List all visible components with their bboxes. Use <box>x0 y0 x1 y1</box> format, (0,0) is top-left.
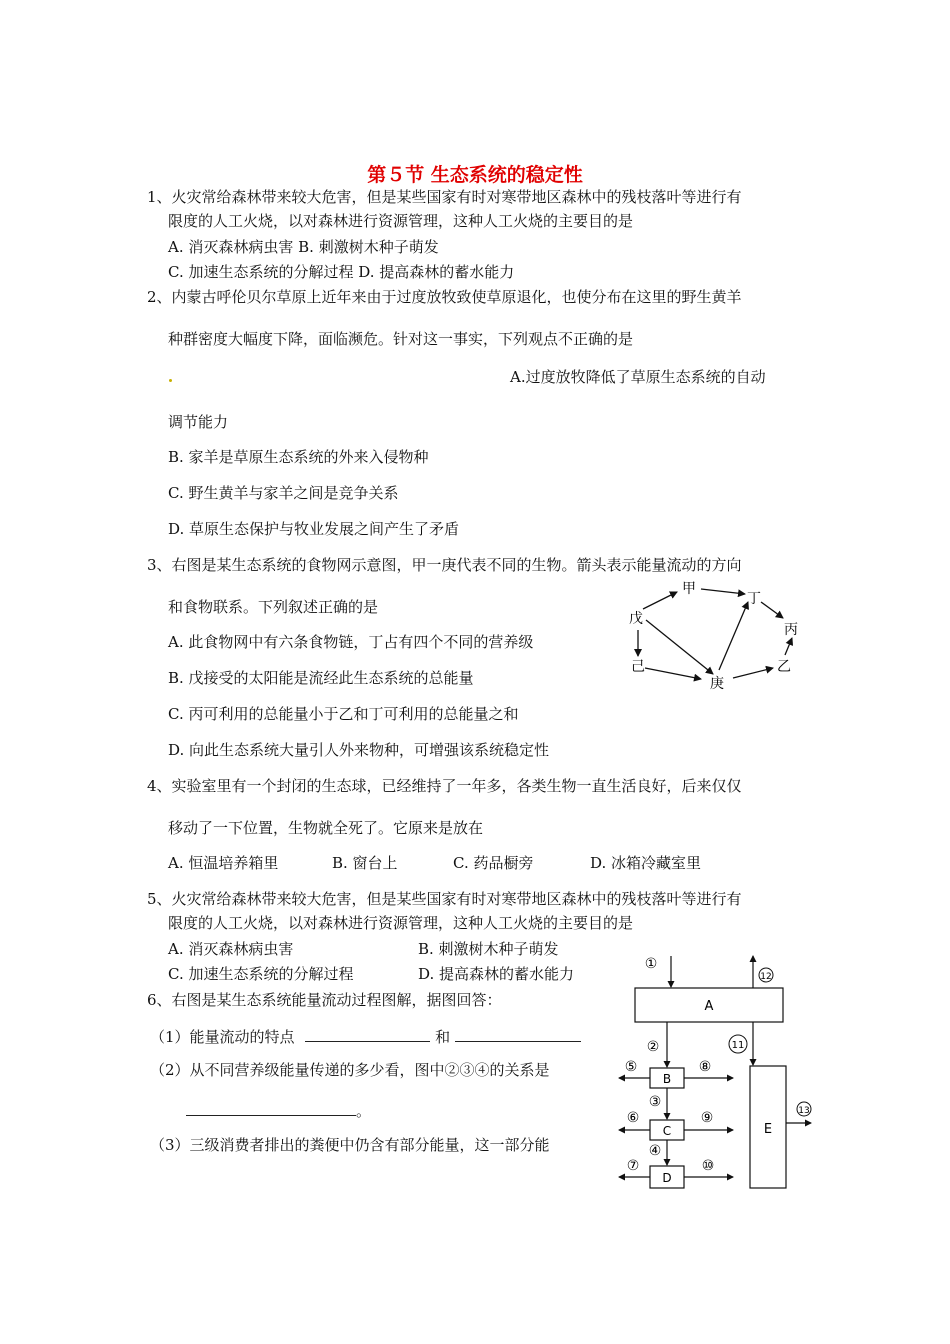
q2-line1: 2、内蒙古呼伦贝尔草原上近年来由于过度放牧致使草原退化，也使分布在这里的野生黄羊 <box>147 288 742 306</box>
arrow-wu-jia <box>643 592 677 609</box>
label-E: E <box>763 1122 773 1137</box>
node-ding: 丁 <box>747 591 761 607</box>
arrow-wu-geng <box>646 620 713 674</box>
q5-line1: 5、火灾常给森林带来较大危害，但是某些国家有时对寒带地区森林中的残枝落叶等进行有 <box>147 890 742 908</box>
num-9: ⑨ <box>700 1110 714 1126</box>
q5-option-b: B. 刺激树木种子萌发 <box>418 940 559 958</box>
q3-option-a: A. 此食物网中有六条食物链，丁占有四个不同的营养级 <box>168 633 534 651</box>
answer-blank-3[interactable] <box>186 1100 356 1116</box>
q6-sub2-answer <box>186 1100 371 1121</box>
q1-line1: 1、火灾常给森林带来较大危害，但是某些国家有时对寒带地区森林中的残枝落叶等进行有 <box>147 188 742 206</box>
q1-line2: 限度的人工火烧，以对森林进行资源管理，这种人工火烧的主要目的是 <box>168 212 634 230</box>
num-8: ⑧ <box>698 1059 712 1075</box>
node-jia: 甲 <box>682 581 696 597</box>
q5-option-d: D. 提高森林的蓄水能力 <box>418 965 575 983</box>
num-4: ④ <box>648 1143 662 1159</box>
num-7: ⑦ <box>626 1158 640 1174</box>
num-10: ⑩ <box>701 1158 715 1174</box>
num-1: ① <box>644 956 658 972</box>
q6-sub3: （3）三级消费者排出的粪便中仍含有部分能量，这一部分能 <box>150 1136 550 1154</box>
q4-option-c: C. 药品橱旁 <box>453 854 534 872</box>
node-bing: 丙 <box>784 622 798 638</box>
q2-option-b: B. 家羊是草原生态系统的外来入侵物种 <box>168 448 429 466</box>
arrow-geng-yi <box>733 668 773 678</box>
num-5: ⑤ <box>624 1059 638 1075</box>
label-B: B <box>662 1072 672 1086</box>
num-13: 13 <box>798 1106 810 1116</box>
arrow-yi-bing <box>785 638 792 655</box>
q4-line2: 移动了一下位置，生物就全死了。它原来是放在 <box>168 819 484 837</box>
arrow-geng-ding <box>719 602 748 670</box>
q3-option-b: B. 戊接受的太阳能是流经此生态系统的总能量 <box>168 669 474 687</box>
q5-option-c: C. 加速生态系统的分解过程 <box>168 965 354 983</box>
answer-blank-1[interactable] <box>305 1026 430 1042</box>
answer-blank-2[interactable] <box>455 1026 581 1042</box>
q6-sub2-end: 。 <box>356 1102 372 1120</box>
q5-option-a: A. 消灭森林病虫害 <box>168 940 294 958</box>
q6-line1: 6、右图是某生态系统能量流动过程图解，据图回答： <box>147 991 502 1009</box>
q3-line1: 3、右图是某生态系统的食物网示意图，甲一庚代表不同的生物。箭头表示能量流动的方向 <box>147 556 742 574</box>
q3-option-c: C. 丙可利用的总能量小于乙和丁可利用的总能量之和 <box>168 705 519 723</box>
num-11: 11 <box>731 1040 745 1051</box>
q4-option-a: A. 恒温培养箱里 <box>168 854 279 872</box>
page-title: 第５节 生态系统的稳定性 <box>367 164 583 186</box>
node-yi: 乙 <box>777 659 791 675</box>
q4-option-d: D. 冰箱冷藏室里 <box>590 854 702 872</box>
arrow-jia-ding <box>701 589 745 594</box>
q1-options-cd: C. 加速生态系统的分解过程 D. 提高森林的蓄水能力 <box>168 263 515 281</box>
num-2: ② <box>646 1039 660 1055</box>
label-C: C <box>662 1124 672 1138</box>
q2-line2: 种群密度大幅度下降，面临濒危。针对这一事实，下列观点不正确的是 <box>168 330 634 348</box>
stray-dot <box>169 379 172 382</box>
label-D: D <box>662 1171 672 1185</box>
num-3: ③ <box>648 1094 662 1110</box>
food-web-diagram <box>615 575 810 700</box>
node-geng: 庚 <box>710 676 724 692</box>
node-ji: 己 <box>631 659 645 675</box>
q2-option-a-part2: 调节能力 <box>168 413 229 431</box>
q4-option-b: B. 窗台上 <box>332 854 398 872</box>
q2-option-c: C. 野生黄羊与家羊之间是竞争关系 <box>168 484 399 502</box>
q3-option-d: D. 向此生态系统大量引人外来物种，可增强该系统稳定性 <box>168 741 550 759</box>
q2-option-a-part1: A.过度放牧降低了草原生态系统的自动 <box>510 368 766 386</box>
q6-sub2: （2）从不同营养级能量传递的多少看，图中②③④的关系是 <box>150 1061 550 1079</box>
q6-sub1-text: （1）能量流动的特点 <box>150 1028 295 1046</box>
q2-option-d: D. 草原生态保护与牧业发展之间产生了矛盾 <box>168 520 460 538</box>
q1-options-ab: A. 消灭森林病虫害 B. 刺激树木种子萌发 <box>168 238 439 256</box>
q3-line2: 和食物联系。下列叙述正确的是 <box>168 598 379 616</box>
arrow-ji-geng <box>645 668 701 679</box>
q6-sub1 <box>150 1026 581 1047</box>
num-6: ⑥ <box>626 1110 640 1126</box>
node-wu: 戊 <box>629 611 643 627</box>
q6-sub1-and: 和 <box>435 1028 451 1046</box>
energy-flow-diagram <box>605 948 825 1196</box>
arrow-ding-bing <box>761 602 783 618</box>
num-12: 12 <box>760 972 772 982</box>
label-A: A <box>704 999 714 1014</box>
q4-line1: 4、实验室里有一个封闭的生态球，已经维持了一年多，各类生物一直生活良好，后来仅仅 <box>147 777 742 795</box>
q5-line2: 限度的人工火烧，以对森林进行资源管理，这种人工火烧的主要目的是 <box>168 914 634 932</box>
